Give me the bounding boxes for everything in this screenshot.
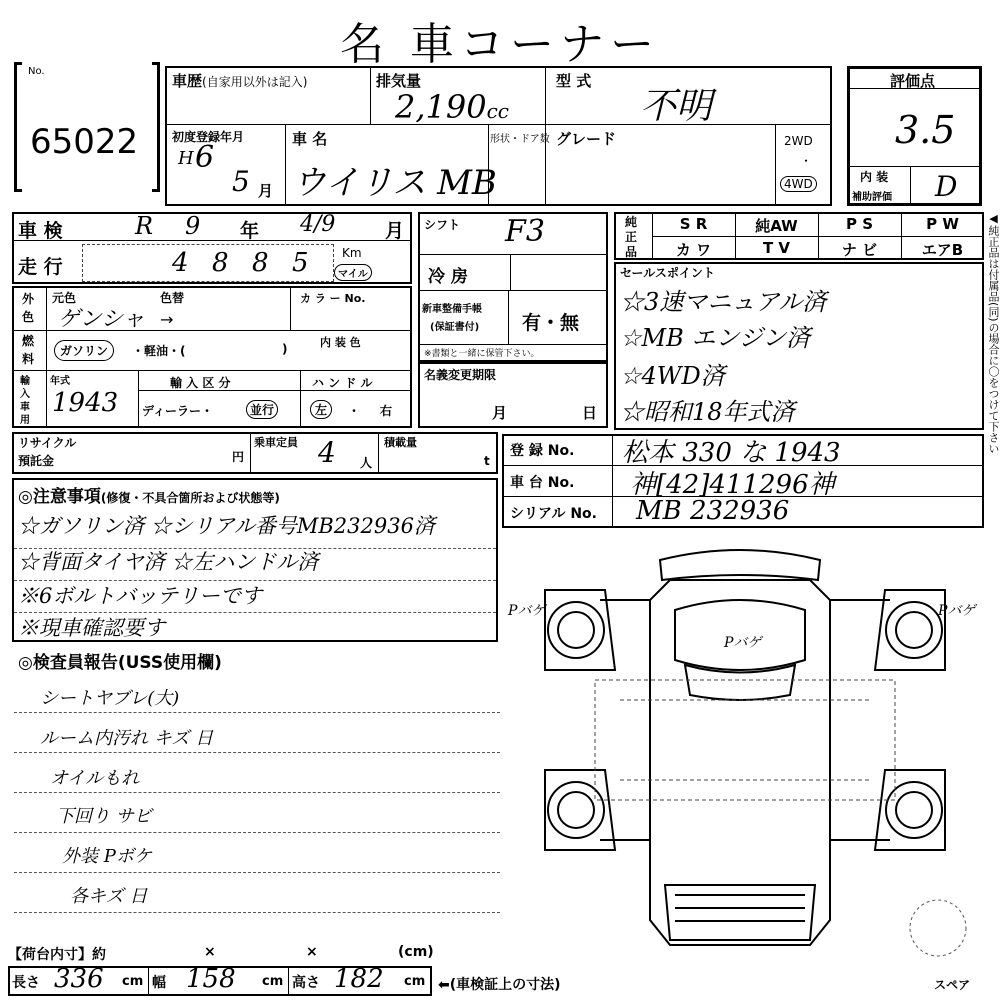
inspector-line-5: 外装 Pボケ [62,846,152,867]
first-reg-era: H [178,148,194,169]
import-side-2: 入 [20,389,30,400]
color-no-label: カ ラ ー No. [300,292,366,305]
manual-value: 有・無 [522,312,580,334]
mileage-digit-4: 5 [292,248,309,278]
interior-color-label: 内 装 色 [320,336,361,349]
import-side-1: 輸 [20,376,30,387]
import-dealer: ディーラー・ [142,404,214,418]
orig-color-label: 元色 [52,291,77,305]
dims-note: ⬅(車検証上の寸法) [438,977,561,993]
capacity-label: 乗車定員 [254,436,298,449]
shaken-label: 車 検 [18,220,63,242]
first-reg-year: 6 [195,140,215,175]
inspector-line-4: 下回り サビ [56,806,152,827]
import-year-label: 年式 [50,376,70,387]
equip-aw: 純AW [755,217,798,235]
sales-point-4: ☆昭和18年式済 [620,398,795,426]
fuel-close: ) [282,342,288,356]
caution-line-2: ☆背面タイヤ済 ☆左ハンドル済 [18,550,319,574]
fuel-side-1: 燃 [22,334,35,348]
sales-point-2: ☆MB エンジン済 [620,324,811,352]
equip-h3: 品 [625,245,638,259]
shape-door-label: 形状・ドア数 [490,134,550,145]
inspector-line-6: 各キズ 日 [70,886,148,907]
shaken-era: R [135,212,154,240]
change-color-label: 色替 [160,291,185,305]
cargo-unit: (cm) [398,944,434,960]
spare-label: スペア [934,978,971,992]
shaken-year-unit: 年 [240,220,260,242]
interior-sublabel: 補助評価 [852,192,892,203]
chassis-value: 神[42]411296神 [630,470,835,500]
fuel-rest: ・軽油・( [132,344,186,358]
mileage-digit-3: 8 [252,248,269,278]
caution-line-4: ※現車確認要す [18,616,165,640]
score-value: 3.5 [895,108,956,152]
fuel-value: ガソリン [54,340,114,361]
recycle-unit: 円 [232,450,245,464]
chassis-label: 車 台 No. [510,475,575,491]
shift-label: シフト [424,218,461,232]
color-side-2: 色 [22,310,35,324]
drive-sep: ・ [800,154,813,168]
page-title: 名 車コーナー [340,19,660,70]
diagram-left-note: Pバゲ [508,603,546,619]
handle-right: 右 [380,404,393,418]
load-label: 積載量 [384,436,417,449]
shaken-year: 9 [185,212,201,240]
sales-point-1: ☆3速マニュアル済 [620,288,827,316]
car-name-value: ウイリス MB [292,163,497,203]
cargo-x1: × [204,944,216,960]
sales-point-3: ☆4WD済 [620,362,725,390]
dims-width-value: 158 [186,964,236,994]
equip-tv: T V [762,239,791,257]
sales-points-label: セールスポイント [620,266,715,280]
mileage-label: 走 行 [18,256,63,278]
dims-height-value: 182 [334,964,384,994]
mileage-unit-mile: マイル [334,264,372,281]
no-bracket-right [152,62,160,192]
dims-length-value: 336 [54,964,104,994]
dims-height-label: 高さ [292,975,320,991]
change-color-arrow: → [160,310,174,329]
manual-note: ※書類と一緒に保管下さい。 [424,349,540,359]
equip-pw: P W [926,215,959,233]
name-change-month: 月 [492,404,508,422]
no-label: No. [28,66,45,77]
import-year-value: 1943 [52,388,119,418]
grade-label: グレード [556,130,617,148]
equip-ps: P S [845,215,874,233]
mileage-digit-2: 8 [212,248,229,278]
serial-label: シリアル No. [510,506,597,522]
registration-label: 登 録 No. [510,443,575,459]
dims-width-label: 幅 [152,975,166,991]
inspector-line-1: シートヤブレ(大) [40,688,180,709]
score-label: 評価点 [890,72,936,90]
cooling-label: 冷 房 [428,267,468,287]
inspector-line-2: ルーム内汚れ キズ 日 [40,728,214,749]
drive-2wd: 2WD [784,134,813,148]
first-reg-label: 初度登録年月 [172,130,245,144]
equip-h1: 純 [625,215,638,229]
capacity-unit: 人 [360,456,373,470]
equip-airbag: エアB [921,241,964,259]
load-unit: t [484,454,490,468]
caution-line-1: ☆ガソリン済 ☆シリアル番号MB232936済 [18,514,435,538]
equip-navi: ナ ビ [841,241,878,259]
no-value: 65022 [30,122,139,162]
equip-kawa: カ ワ [675,241,712,259]
handle-left: 左 [310,400,332,419]
handle-label: ハ ン ド ル [312,376,373,390]
history-label: 車歴(自家用以外は記入) [172,72,308,90]
shift-value: F3 [505,214,545,249]
diagram-right-note: Pバゲ [938,603,976,619]
handle-sep: ・ [348,404,361,418]
capacity-value: 4 [318,436,336,469]
recycle-sublabel: 預託金 [18,454,55,468]
equip-sr: S R [679,215,708,233]
cautions-label: ◎注意事項(修復・不具合箇所および状態等) [18,487,280,507]
mileage-unit-km: Km [342,246,362,260]
recycle-label: リサイクル [18,436,77,450]
fuel-side-2: 料 [22,352,35,366]
car-diagram [500,540,990,960]
name-change-label: 名義変更期限 [424,368,497,382]
no-bracket [14,62,22,192]
interior-label: 内 装 [860,170,889,184]
car-name-label: 車 名 [292,130,328,148]
model-type-label: 型 式 [556,72,592,90]
dims-length-unit: cm [122,974,144,989]
import-side-4: 用 [20,415,30,426]
shaken-monthday: 4/9 [300,212,336,237]
manual-label: 新車整備手帳 [422,304,482,315]
registration-value: 松本 330 な 1943 [622,438,841,468]
displacement-label: 排気量 [376,72,422,90]
shaken-month-unit: 月 [385,220,405,242]
inspector-line-3: オイルもれ [50,768,140,789]
mileage-digit-1: 4 [172,248,189,278]
drive-4wd: 4WD [780,176,817,192]
cargo-x2: × [306,944,318,960]
import-parallel: 並行 [246,400,278,419]
diagram-center-note: Pバゲ [724,635,762,651]
name-change-day: 日 [582,404,598,422]
orig-color-value: ゲンシャ [58,307,145,332]
color-side-1: 外 [22,292,35,306]
inspector-label: ◎検査員報告(USS使用欄) [18,653,222,673]
import-side-3: 車 [20,402,30,413]
displacement-value: 2,190cc [395,88,510,126]
import-kind-label: 輸 入 区 分 [170,376,231,390]
interior-value: D [935,170,958,203]
dims-length-label: 長さ [12,975,40,991]
side-note: ◀純正品は付属品(同)の場合に〇をつけて下さい [987,212,1000,454]
manual-sublabel: (保証書付) [430,322,480,333]
equip-h2: 正 [625,230,638,244]
caution-line-3: ※6ボルトバッテリーです [18,584,262,608]
first-reg-month: 5 [232,165,250,198]
model-type-value: 不明 [640,86,713,127]
dims-height-unit: cm [404,974,426,989]
serial-value: MB 232936 [636,496,790,526]
first-reg-month-unit: 月 [258,182,274,200]
cargo-label: 【荷台内寸】約 [8,947,106,963]
dims-width-unit: cm [262,974,284,989]
